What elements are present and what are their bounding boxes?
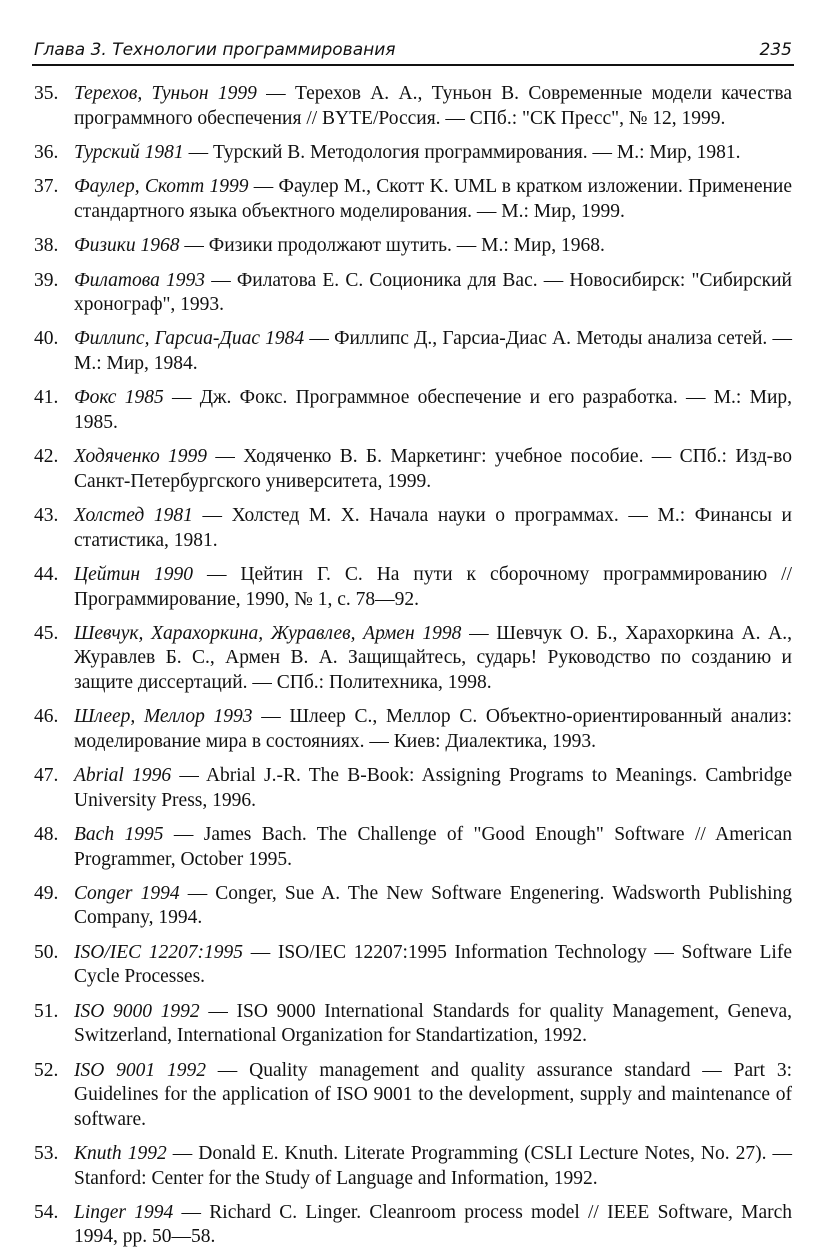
- reference-number: 39.: [34, 269, 59, 291]
- reference-text: — Quality management and quality assurance standard — Part 3: Guidelines for the application of ISO 9001 to the development, supply and maintenance of software.: [74, 1059, 793, 1130]
- reference-key: Abrial 1996: [74, 765, 172, 787]
- reference-item: [34, 882, 792, 931]
- reference-key: Knuth 1992: [74, 1143, 167, 1165]
- reference-item: [34, 705, 792, 754]
- reference-number: 35.: [34, 83, 59, 104]
- reference-text: — Терехов А. А., Туньон В. Современные модели качества программного обеспечения // BYTE/Россия. — СПб.: "СК Пресс", № 12, 1999.: [74, 83, 793, 129]
- reference-text: — Филлипс Д., Гарсиа-Диас А. Методы анализа сетей. — М.: Мир, 1984.: [74, 328, 792, 374]
- reference-number: 46.: [34, 706, 59, 728]
- reference-number: 50.: [34, 941, 59, 963]
- reference-item: [34, 386, 792, 435]
- reference-text: — Холстед М. Х. Начала науки о программах. — М.: Финансы и статистика, 1981.: [74, 505, 792, 551]
- reference-item: [34, 764, 792, 813]
- reference-text: — ISO/IEC 12207:1995 Information Technology — Software Life Cycle Processes.: [74, 941, 792, 988]
- reference-text: — Abrial J.-R. The B-Book: Assigning Programs to Meanings. Cambridge University Press, 1996.: [74, 765, 792, 811]
- reference-number: 37.: [34, 176, 59, 198]
- reference-number: 52.: [34, 1059, 59, 1081]
- reference-text: — Фаулер М., Скотт K. UML в кратком изложении. Применение стандартного языка объектного моделирования. — М.: Мир, 1999.: [74, 176, 793, 222]
- reference-item: [34, 622, 792, 696]
- reference-key: Холстед 1981: [74, 505, 193, 527]
- reference-key: Шлеер, Меллор 1993: [74, 706, 253, 728]
- reference-key: ISO/IEC 12207:1995: [74, 941, 244, 963]
- reference-text: — Цейтин Г. С. На пути к сборочному программированию // Программирование, 1990, № 1, с. 78—92.: [74, 564, 792, 610]
- reference-text: — Дж. Фокс. Программное обеспечение и его разработка. — М.: Мир, 1985.: [74, 387, 793, 433]
- reference-text: — James Bach. The Challenge of "Good Enough" Software // American Programmer, October 1995.: [74, 824, 792, 870]
- reference-item: [34, 1000, 792, 1049]
- reference-key: Ходяченко 1999: [74, 446, 208, 468]
- reference-key: ISO 9000 1992: [74, 1000, 200, 1022]
- reference-key: Conger 1994: [74, 882, 180, 904]
- reference-number: 36.: [34, 141, 59, 163]
- reference-text: — Турский В. Методология программирования. — М.: Мир, 1981.: [188, 141, 741, 163]
- reference-text: — Шевчук О. Б., Харахоркина А. А., Журавлев Б. С., Армен В. А. Защищайтесь, сударь! Руководство по созданию и защите диссертаций. — СПб.: Политехника, 1998.: [74, 622, 793, 693]
- reference-number: 44.: [34, 564, 59, 586]
- reference-number: 47.: [34, 765, 59, 787]
- reference-key: Bach 1995: [74, 824, 164, 846]
- reference-item: [34, 1142, 792, 1191]
- reference-key: Фаулер, Скотт 1999: [74, 176, 249, 198]
- reference-number: 43.: [34, 505, 59, 527]
- reference-item: [34, 82, 792, 131]
- reference-number: 48.: [34, 824, 59, 846]
- chapter-title: Глава 3. Технологии программирования: [34, 40, 396, 60]
- reference-item: [34, 141, 792, 166]
- reference-key: Фокс 1985: [74, 387, 164, 409]
- reference-key: Linger 1994: [74, 1201, 174, 1223]
- reference-number: 45.: [34, 622, 59, 644]
- reference-item: [34, 563, 792, 612]
- reference-item: [34, 941, 792, 990]
- reference-key: Шевчук, Харахоркина, Журавлев, Армен 1998: [74, 622, 462, 644]
- reference-number: 51.: [34, 1000, 59, 1022]
- reference-text: — Conger, Sue A. The New Software Engenering. Wadsworth Publishing Company, 1994.: [74, 882, 792, 929]
- reference-text: — Физики продолжают шутить. — М.: Мир, 1968.: [184, 235, 605, 257]
- reference-key: Филатова 1993: [74, 269, 206, 291]
- reference-text: — Richard C. Linger. Cleanroom process model // IEEE Software, March 1994, pp. 50—58.: [74, 1201, 792, 1248]
- reference-number: 49.: [34, 882, 59, 904]
- reference-item: [34, 445, 792, 494]
- reference-number: 40.: [34, 328, 59, 350]
- reference-item: [34, 234, 792, 259]
- reference-text: — Шлеер С., Меллор С. Объектно-ориентированный анализ: моделирование мира в состояниях. — Киев: Диалектика, 1993.: [74, 706, 792, 752]
- reference-list: [34, 82, 792, 1260]
- reference-text: — ISO 9000 International Standards for quality Management, Geneva, Switzerland, International Organization for Standartization, 1992.: [74, 1000, 793, 1047]
- reference-item: [34, 327, 792, 376]
- reference-item: [34, 175, 792, 224]
- reference-key: Филлипс, Гарсиа-Диас 1984: [74, 328, 305, 350]
- running-header: [32, 34, 794, 66]
- reference-key: ISO 9001 1992: [74, 1059, 206, 1081]
- reference-text: — Donald E. Knuth. Literate Programming (CSLI Lecture Notes, No. 27). — Stanford: Center for the Study of Language and Information, 1992.: [74, 1143, 792, 1189]
- reference-key: Цейтин 1990: [74, 564, 193, 586]
- reference-item: [34, 504, 792, 553]
- reference-text: — Филатова Е. С. Соционика для Вас. — Новосибирск: "Сибирский хронограф", 1993.: [74, 269, 792, 316]
- reference-number: 41.: [34, 387, 59, 409]
- reference-number: 53.: [34, 1143, 59, 1165]
- reference-item: [34, 823, 792, 872]
- reference-item: [34, 1059, 792, 1133]
- reference-number: 54.: [34, 1201, 59, 1223]
- reference-number: 38.: [34, 235, 59, 257]
- reference-key: Физики 1968: [74, 235, 180, 257]
- reference-item: [34, 269, 792, 318]
- reference-key: Турский 1981: [74, 141, 184, 163]
- page-number: 235: [759, 40, 792, 60]
- reference-text: — Ходяченко В. Б. Маркетинг: учебное пособие. — СПб.: Изд-во Санкт-Петербургского университета, 1999.: [74, 446, 792, 492]
- reference-key: Терехов, Туньон 1999: [74, 83, 257, 104]
- reference-number: 42.: [34, 446, 59, 468]
- reference-item: [34, 1201, 792, 1250]
